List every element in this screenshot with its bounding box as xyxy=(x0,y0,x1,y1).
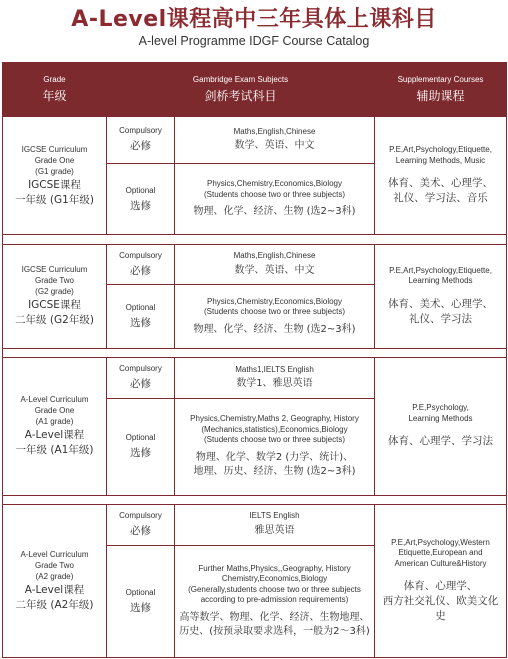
supplementary-en: P.E,Art,Psychology,Western Etiquette,European and American Culture&History xyxy=(391,537,490,568)
supplementary-en: P.E,Psychology, Learning Methods xyxy=(408,403,473,423)
header-grade: Grade 年级 xyxy=(3,63,107,117)
optional-label-en: Optional xyxy=(125,185,156,195)
compulsory-subjects-en: Maths,English,Chinese xyxy=(233,251,316,261)
grade-cell xyxy=(3,117,107,235)
grade-row-compulsory xyxy=(3,504,507,545)
compulsory-subjects-cn: 雅思英语 xyxy=(254,524,295,536)
compulsory-type-cell xyxy=(107,244,175,285)
compulsory-subjects-cn: 数学、英语、中文 xyxy=(234,140,315,152)
supplementary-cell xyxy=(375,244,507,348)
grade-row-compulsory xyxy=(3,117,507,164)
optional-label-cn: 选修 xyxy=(130,601,151,614)
grade-label-cn: A-Level课程 一年级 (A1年级) xyxy=(15,429,94,457)
optional-subjects-cn: 物理、化学、数学2 (力学、统计)、 地理、历史、经济、生物 (选2~3科) xyxy=(193,451,356,477)
supplementary-cn: 体育、心理学、学习法 xyxy=(388,435,493,448)
optional-subjects-cn: 高等数学、物理、化学、经济、生物地理、 历史、(按预录取要求选科，一般为2～3科) xyxy=(179,611,370,637)
grade-row-compulsory xyxy=(3,244,507,285)
optional-type-cell xyxy=(107,398,175,495)
grade-row-compulsory xyxy=(3,357,507,398)
optional-label-cn: 选修 xyxy=(130,447,151,460)
grade-cell xyxy=(3,357,107,495)
optional-subjects-cell xyxy=(175,163,375,234)
compulsory-subjects-cn: 数学1、雅思英语 xyxy=(236,378,313,389)
compulsory-subjects-cell xyxy=(175,244,375,285)
optional-label-cn: 选修 xyxy=(130,317,151,330)
optional-label-en: Optional xyxy=(125,587,156,597)
compulsory-subjects-cell xyxy=(175,357,375,398)
header-exam-subjects: Gambridge Exam Subjects 剑桥考试科目 xyxy=(107,63,375,117)
optional-subjects-cell xyxy=(175,545,375,657)
supplementary-en: P.E,Art,Psychology,Etiquette, Learning Methods xyxy=(389,265,492,286)
compulsory-label-cn: 必修 xyxy=(130,378,151,391)
grade-label-en: A-Level Curriculum Grade Two (A2 grade) xyxy=(20,549,89,581)
optional-type-cell xyxy=(107,163,175,234)
optional-subjects-en: Physics,Chemistry,Economics,Biology (Students choose two or three subjects) xyxy=(204,296,345,317)
compulsory-subjects-en: Maths,English,Chinese xyxy=(233,126,316,136)
grade-label-cn: IGCSE课程 二年级 (G2年级) xyxy=(15,299,94,327)
grade-label-en: IGCSE Curriculum Grade Two (G2 grade) xyxy=(21,265,88,297)
optional-subjects-en: Physics,Chemistry,Maths 2, Geography, History (Mechanics,statistics),Economics,Biology (Students choose two or three subjects) xyxy=(190,414,359,445)
compulsory-type-cell xyxy=(107,504,175,545)
grade-cell xyxy=(3,504,107,657)
optional-subjects-cell xyxy=(175,285,375,348)
compulsory-label-en: Compulsory xyxy=(119,364,162,374)
grade-cell xyxy=(3,244,107,348)
group-separator xyxy=(3,235,507,244)
grade-label-en: IGCSE Curriculum Grade One (G1 grade) xyxy=(21,144,88,176)
compulsory-label-en: Compulsory xyxy=(119,250,162,260)
optional-label-cn: 选修 xyxy=(130,199,151,212)
compulsory-subjects-en: Maths1,IELTS English xyxy=(235,364,314,374)
optional-subjects-cn: 物理、化学、经济、生物 (选2~3科) xyxy=(193,206,356,218)
optional-subjects-cn: 物理、化学、经济、生物 (选2~3科) xyxy=(193,323,356,335)
compulsory-label-en: Compulsory xyxy=(119,511,162,521)
supplementary-cell xyxy=(375,357,507,495)
compulsory-subjects-cn: 数学、英语、中文 xyxy=(234,264,315,276)
course-catalog-table xyxy=(2,62,507,658)
compulsory-type-cell xyxy=(107,117,175,164)
optional-label-en: Optional xyxy=(125,433,156,443)
optional-type-cell xyxy=(107,285,175,348)
compulsory-subjects-cell xyxy=(175,504,375,545)
compulsory-label-en: Compulsory xyxy=(119,126,162,136)
compulsory-label-cn: 必修 xyxy=(130,264,151,277)
grade-label-en: A-Level Curriculum Grade One (A1 grade) xyxy=(20,395,89,427)
header-supplementary: Supplementary Courses 辅助课程 xyxy=(375,63,507,117)
supplementary-cn: 体育、心理学、 西方社交礼仪、欧美文化史 xyxy=(382,580,499,623)
supplementary-cell xyxy=(375,117,507,235)
page-subtitle: A-level Programme IDGF Course Catalog xyxy=(138,34,370,48)
group-separator xyxy=(3,495,507,504)
group-separator xyxy=(3,348,507,357)
supplementary-en: P.E,Art,Psychology,Etiquette, Learning Methods, Music xyxy=(389,145,492,165)
supplementary-cn: 体育、美术、心理学、 礼仪、学习法、音乐 xyxy=(388,177,493,205)
grade-label-cn: A-Level课程 二年级 (A2年级) xyxy=(15,583,94,611)
compulsory-subjects-en: IELTS English xyxy=(249,511,300,521)
supplementary-cell xyxy=(375,504,507,657)
optional-subjects-cell xyxy=(175,398,375,495)
compulsory-type-cell xyxy=(107,357,175,398)
compulsory-label-cn: 必修 xyxy=(130,525,151,538)
optional-subjects-en: Further Maths,Physics,,Geography, History Chemistry,Economics,Biology (Generally,students choose two or three subjects according to pre-admission requirements) xyxy=(188,563,361,605)
page-title: A-Level课程高中三年具体上课科目 xyxy=(71,7,437,32)
supplementary-cn: 体育、美术、心理学、 礼仪、学习法 xyxy=(388,297,493,325)
table-header-row xyxy=(3,63,507,117)
compulsory-subjects-cell xyxy=(175,117,375,164)
grade-label-cn: IGCSE课程 一年级 (G1年级) xyxy=(15,178,94,206)
compulsory-label-cn: 必修 xyxy=(130,140,151,153)
optional-subjects-en: Physics,Chemistry,Economics,Biology (Students choose two or three subjects) xyxy=(204,179,345,199)
optional-type-cell xyxy=(107,545,175,657)
optional-label-en: Optional xyxy=(125,303,156,313)
